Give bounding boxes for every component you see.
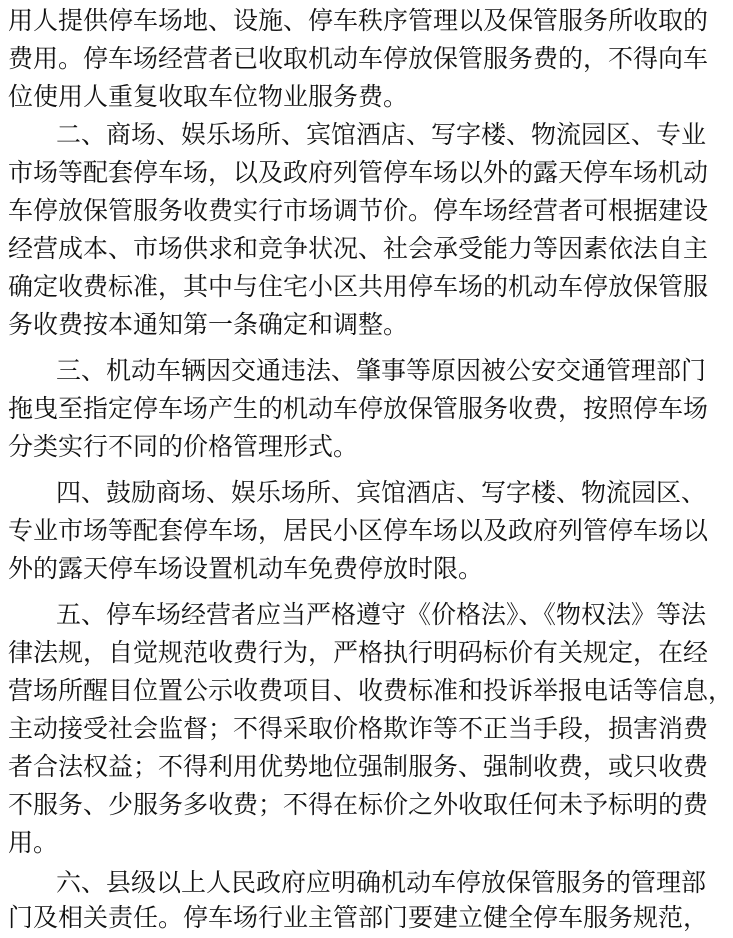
text-line: 确定收费标准，其中与住宅小区共用停车场的机动车停放保管服: [8, 272, 709, 301]
text-line: 者合法权益；不得利用优势地位强制服务、强制收费，或只收费: [8, 752, 709, 781]
text-line: 务收费按本通知第一条确定和调整。: [8, 310, 409, 339]
text-line: 六、县级以上人民政府应明确机动车停放保管服务的管理部: [56, 868, 707, 897]
text-line: 不服务、少服务多收费；不得在标价之外收取任何未予标明的费: [8, 790, 709, 819]
text-line: 三、机动车辆因交通违法、肇事等原因被公安交通管理部门: [56, 356, 707, 385]
text-line: 用。: [8, 828, 59, 857]
text-line: 经营成本、市场供求和竞争状况、社会承受能力等因素依法自主: [8, 234, 709, 263]
text-line: 专业市场等配套停车场，居民小区停车场以及政府列管停车场以: [8, 516, 709, 545]
text-line: 分类实行不同的价格管理形式。: [8, 432, 359, 461]
text-line: 拖曳至指定停车场产生的机动车停放保管服务收费，按照停车场: [8, 394, 709, 423]
text-line: 用人提供停车场地、设施、停车秩序管理以及保管服务所收取的: [8, 6, 709, 35]
text-line: 车停放保管服务收费实行市场调节价。停车场经营者可根据建设: [8, 196, 709, 225]
text-line: 主动接受社会监督；不得采取价格欺诈等不正当手段，损害消费: [8, 714, 709, 743]
text-line: 外的露天停车场设置机动车免费停放时限。: [8, 554, 484, 583]
text-line: 五、停车场经营者应当严格遵守《价格法》、《物权法》等法: [56, 600, 707, 629]
text-line: 营场所醒目位置公示收费项目、收费标准和投诉举报电话等信息，: [8, 676, 733, 705]
text-line: 费用。停车场经营者已收取机动车停放保管服务费的，不得向车: [8, 44, 709, 73]
text-line: 位使用人重复收取车位物业服务费。: [8, 82, 409, 111]
text-line: 二、商场、娱乐场所、宾馆酒店、写字楼、物流园区、专业: [56, 120, 707, 149]
text-line: 门及相关责任。停车场行业主管部门要建立健全停车服务规范，: [8, 903, 709, 932]
text-line: 律法规，自觉规范收费行为，严格执行明码标价有关规定，在经: [8, 638, 709, 667]
text-line: 市场等配套停车场，以及政府列管停车场以外的露天停车场机动: [8, 158, 709, 187]
text-line: 四、鼓励商场、娱乐场所、宾馆酒店、写字楼、物流园区、: [56, 478, 707, 507]
